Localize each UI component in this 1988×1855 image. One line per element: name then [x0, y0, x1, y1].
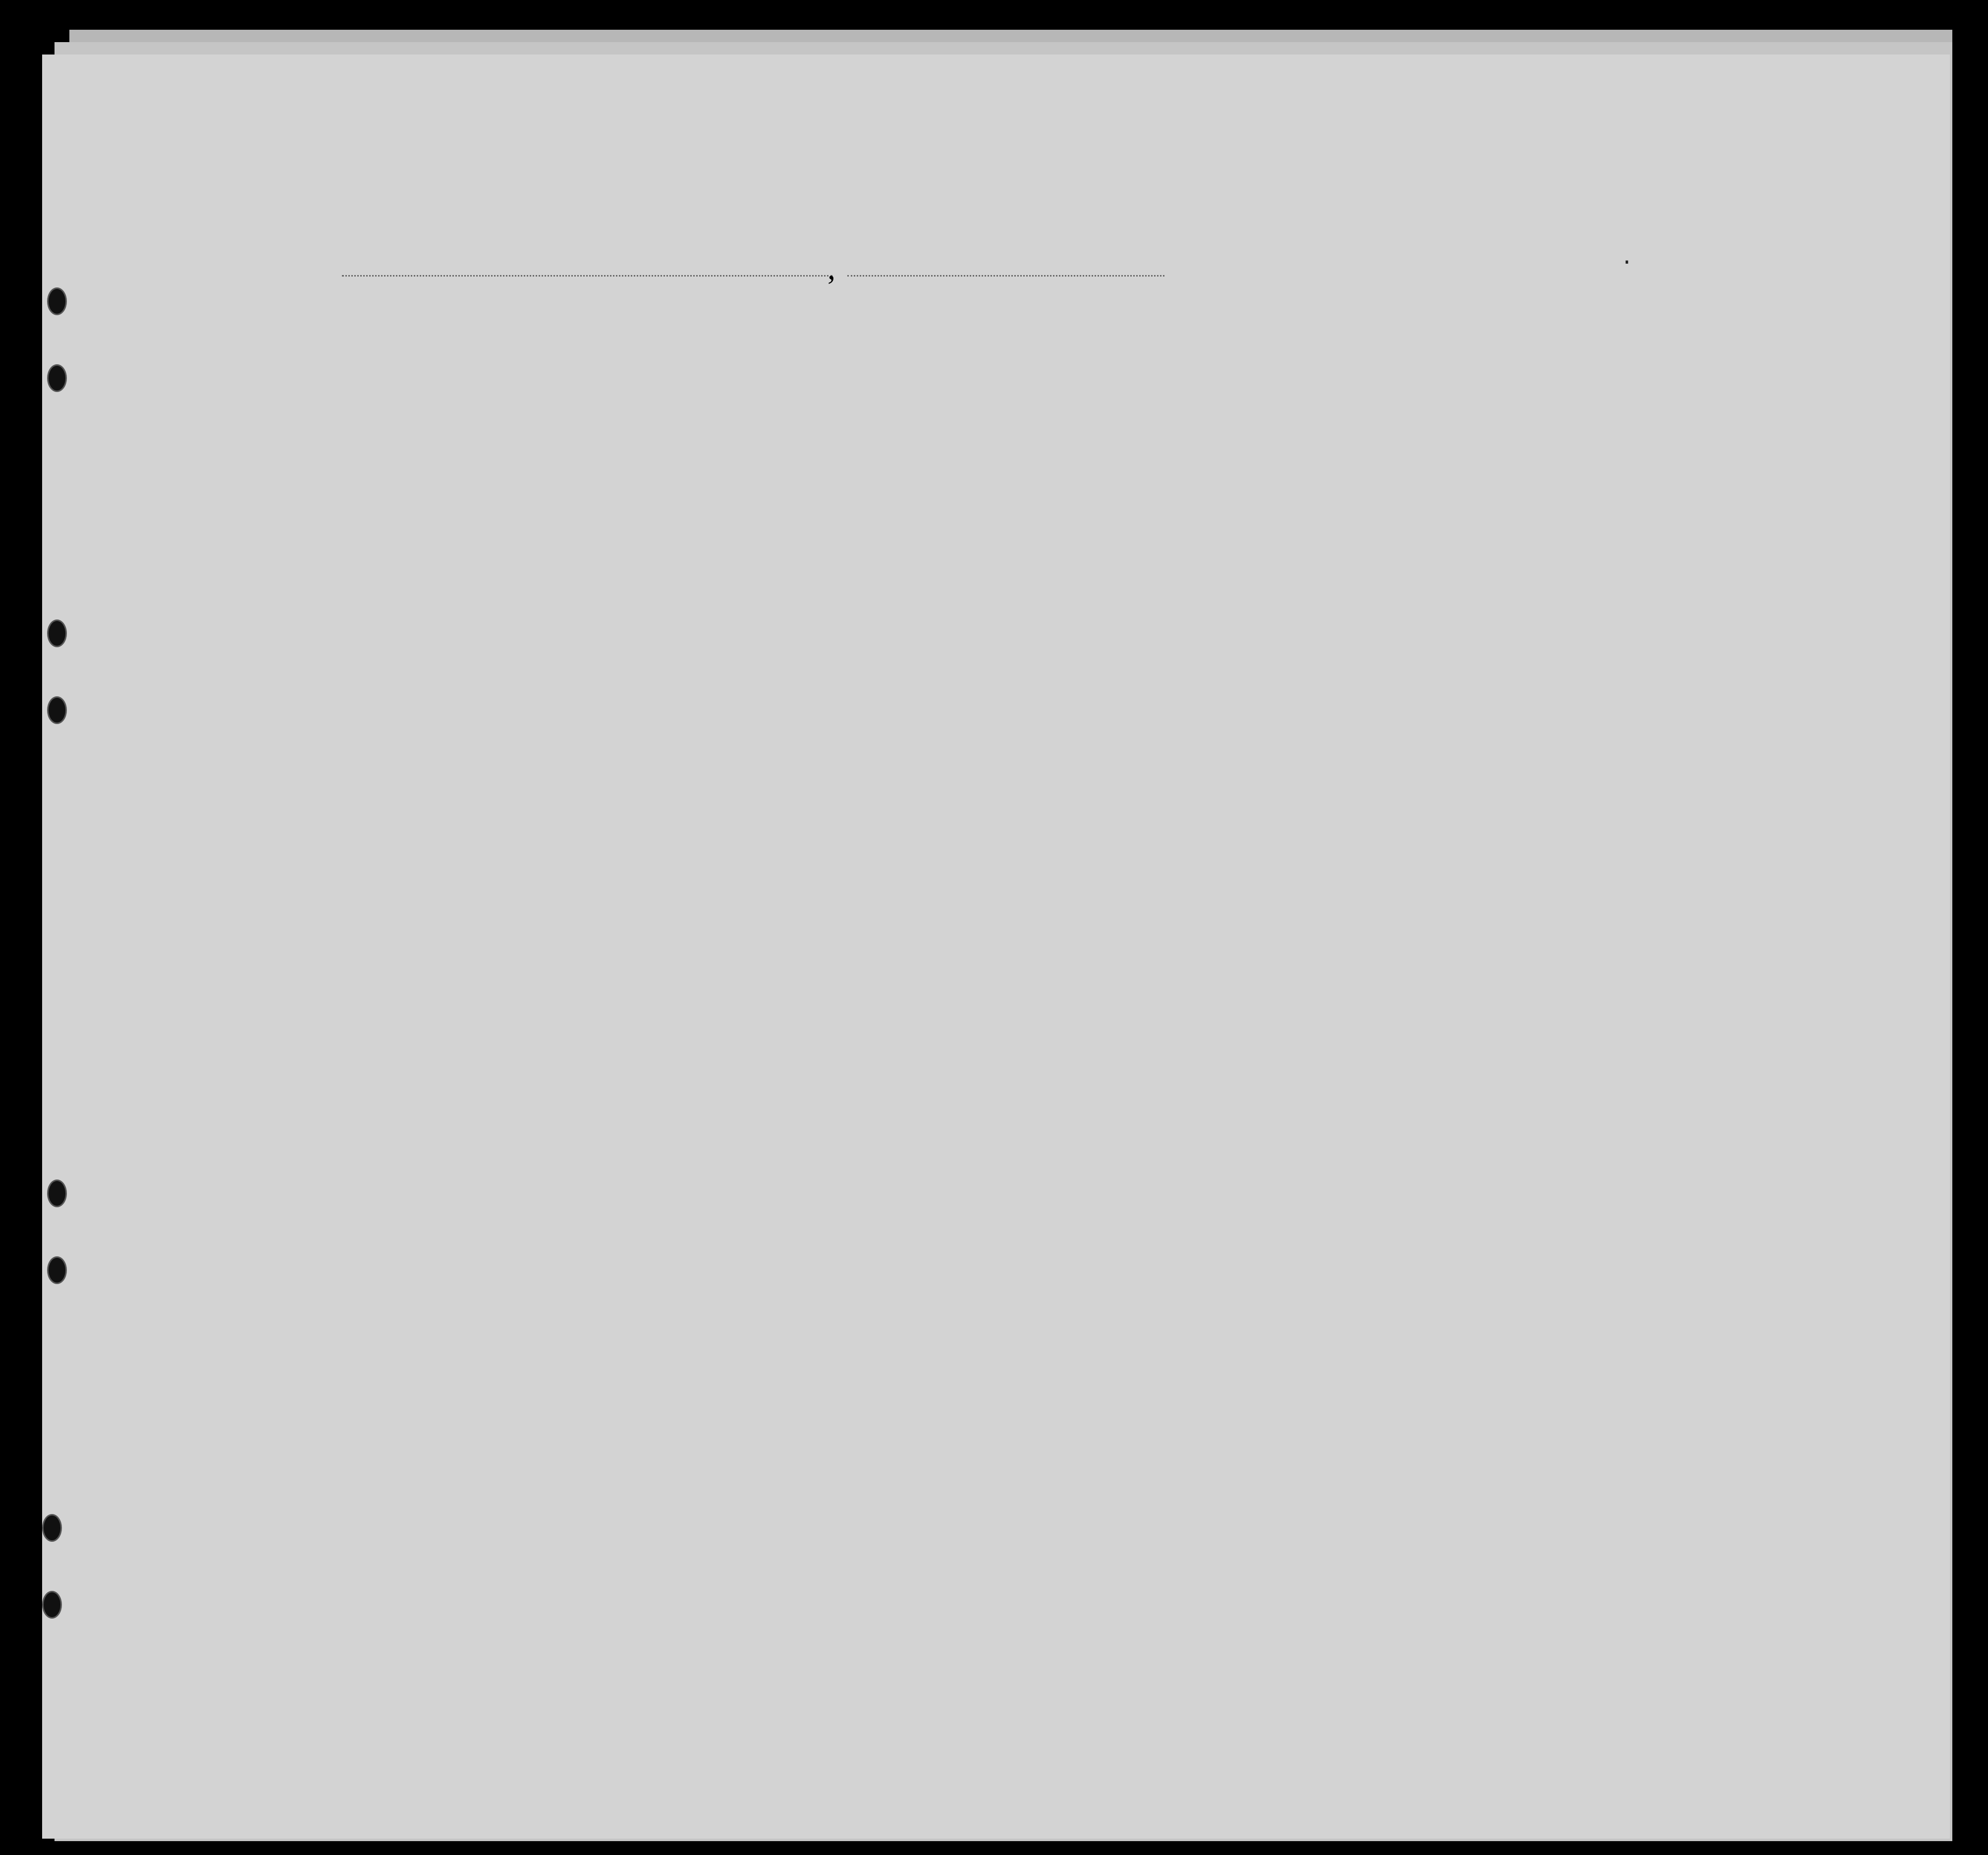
- header-purpose-length: [1152, 352, 1194, 471]
- header-feet: [1601, 426, 1620, 471]
- bullet-mark: ·: [1620, 250, 1634, 275]
- header-ticket: [564, 337, 592, 471]
- header-polygamist: [1293, 342, 1313, 471]
- header-prison: [1259, 342, 1288, 471]
- header-anarchist: [1318, 342, 1338, 471]
- header-purpose-return: [1110, 352, 1150, 471]
- header-money: [690, 337, 715, 471]
- header-q30: [1444, 342, 1469, 471]
- header-q29: [1397, 342, 1432, 471]
- comma-separator: ,: [828, 251, 835, 286]
- header-purpose-citizen: [1216, 352, 1256, 471]
- header-q28: [1360, 342, 1395, 471]
- header-inches: [1624, 426, 1643, 471]
